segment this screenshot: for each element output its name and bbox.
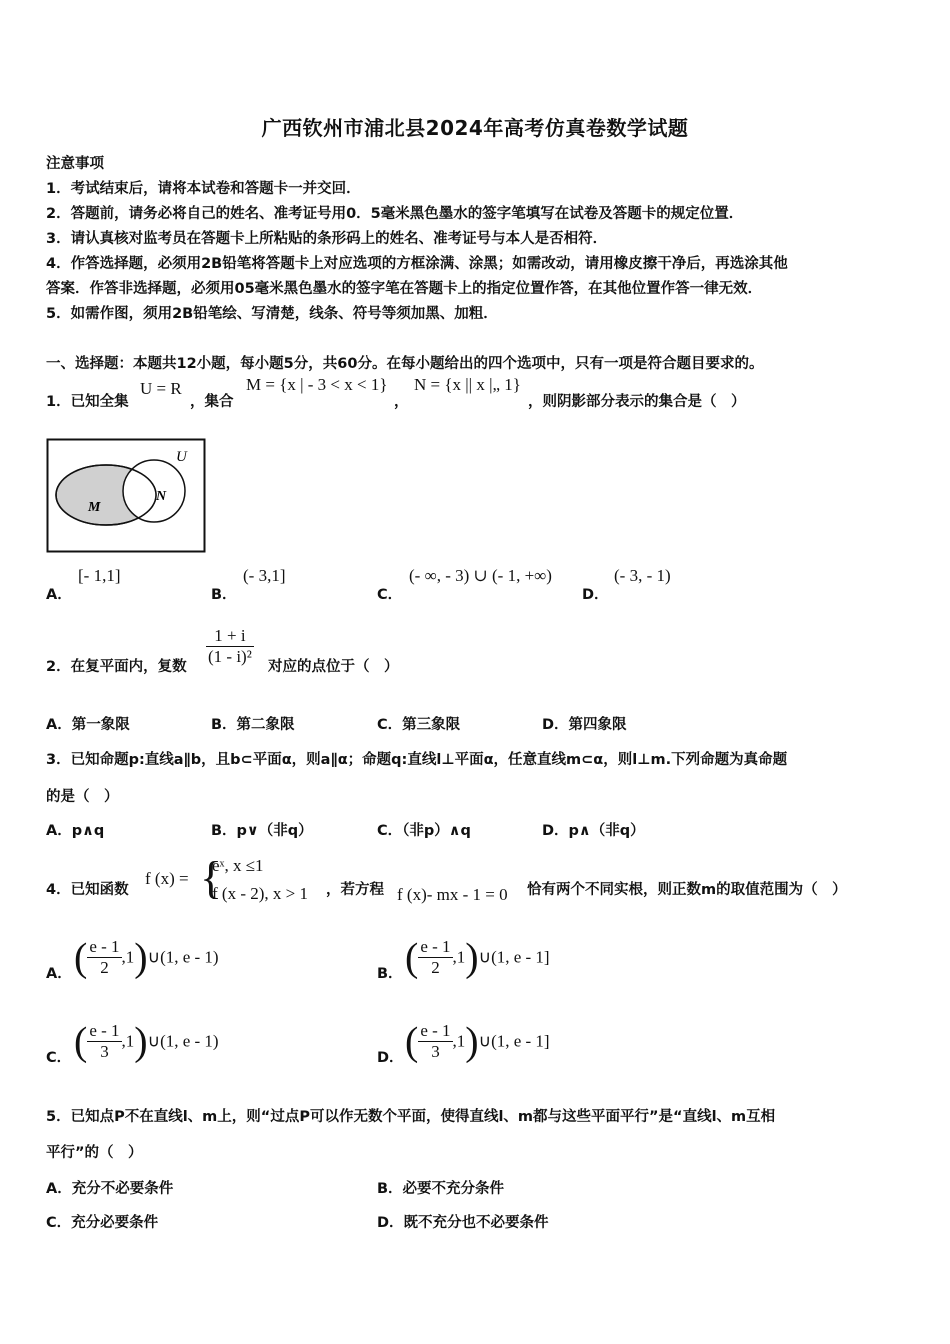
q4-option-a-math: ( $\frac{e - 1}{2}$ ,1)∪(1, e - 1) [74, 934, 219, 980]
q4-a-tail: ,1 [121, 947, 135, 967]
q2-option-a: A．第一象限 [46, 717, 130, 733]
q4-equation: f (x)- mx - 1 = 0 [397, 885, 508, 904]
notice-item: 2．答题前，请务必将自己的姓名、准考证号用0．5毫米黑色墨水的签字笔填写在试卷及答题卡的规定位置． [46, 206, 744, 222]
q4-c-rest: ∪(1, e - 1) [147, 1031, 219, 1051]
notice-item: 4．作答选择题，必须用2B铅笔将答题卡上对应选项的方框涂满、涂黑；如需改动，请用橡皮擦干净后，再选涂其他 [46, 256, 788, 272]
section-heading: 一、选择题：本题共12小题，每小题5分，共60分。在每小题给出的四个选项中，只有一项是符合题目要求的。 [46, 356, 764, 372]
q2-option-c: C．第三象限 [377, 717, 461, 733]
q4-b-denominator: 2 [431, 958, 440, 977]
q1-option-c-value: (- ∞, - 3) ∪ (- 1, +∞) [409, 566, 552, 585]
venn-label-u: U [176, 449, 187, 465]
q4-b-tail: ,1 [452, 947, 466, 967]
page-title: 广西钦州市浦北县2024年高考仿真卷数学试题 [261, 116, 689, 140]
q2-option-d: D．第四象限 [542, 717, 627, 733]
q4-d-tail: ,1 [452, 1031, 466, 1051]
q3-text-line-2: 的是（ ） [46, 789, 119, 805]
q4-option-b-math: ( $\frac{e - 1}{2}$ ,1)∪(1, e - 1] [405, 934, 550, 980]
q5-option-b: B．必要不充分条件 [377, 1181, 505, 1197]
notice-item: 答案．作答非选择题，必须用05毫米黑色墨水的签字笔在答题卡上的指定位置作答，在其他位置作答一律无效． [46, 281, 763, 297]
q1-option-a-label: A． [46, 587, 72, 603]
q4-brace: { [200, 852, 223, 903]
q1-set-m: M = {x | - 3 < x < 1} [246, 375, 388, 394]
q4-c-denominator: 3 [100, 1042, 109, 1061]
q4-option-d-label: D． [377, 1050, 404, 1066]
q4-c-tail: ,1 [121, 1031, 135, 1051]
q4-b-numerator: e - 1 [420, 937, 451, 956]
q4-b-rest: ∪(1, e - 1] [478, 947, 550, 967]
notice-item: 1．考试结束后，请将本试卷和答题卡一并交回． [46, 181, 361, 197]
venn-label-n: N [156, 489, 167, 504]
q1-option-d-label: D． [582, 587, 609, 603]
q1-comma: ， [394, 394, 409, 410]
q1-option-b-value: (- 3,1] [243, 566, 286, 585]
q4-c-numerator: e - 1 [89, 1021, 120, 1040]
notice-item: 5．如需作图，须用2B铅笔绘、写清楚，线条、符号等须加黑、加粗． [46, 306, 498, 322]
q3-option-d: D．p∧（非q） [542, 823, 645, 839]
q2-denominator: (1 - i)² [208, 647, 252, 666]
q4-case-2: f (x - 2), x > 1 [212, 884, 308, 903]
q4-text-3: 恰有两个不同实根，则正数m的取值范围为（ ） [527, 882, 847, 898]
q4-option-a-label: A． [46, 966, 72, 982]
q4-a-numerator: e - 1 [89, 937, 120, 956]
notice-item: 3．请认真核对监考员在答题卡上所粘贴的条形码上的姓名、准考证号与本人是否相符． [46, 231, 608, 247]
q4-option-c-math: ( $\frac{e - 1}{3}$ ,1)∪(1, e - 1) [74, 1018, 219, 1064]
venn-label-m: M [88, 500, 101, 515]
q5-option-d: D．既不充分也不必要条件 [377, 1215, 549, 1231]
q1-universal-set: U = R [140, 379, 182, 398]
q3-option-a: A．p∧q [46, 823, 105, 839]
q4-text-2: ，若方程 [326, 882, 384, 898]
q1-text-2: ，集合 [190, 394, 234, 410]
q1-text-1: 1．已知全集 [46, 394, 129, 410]
q4-option-b-label: B． [377, 966, 403, 982]
q1-set-n: N = {x || x |„ 1} [414, 375, 521, 394]
q5-option-a: A．充分不必要条件 [46, 1181, 174, 1197]
q5-option-c: C．充分必要条件 [46, 1215, 159, 1231]
q2-text-2: 对应的点位于（ ） [268, 659, 399, 675]
q2-option-b: B．第二象限 [211, 717, 295, 733]
q5-text-line-1: 5．已知点P不在直线l、m上，则“过点P可以作无数个平面，使得直线l、m都与这些平面平行”是“直线l、m互相 [46, 1109, 776, 1125]
q1-option-d-value: (- 3, - 1) [614, 566, 671, 585]
q4-a-denominator: 2 [100, 958, 109, 977]
q2-numerator: 1 + i [206, 626, 254, 647]
q4-text-1: 4．已知函数 [46, 882, 129, 898]
q1-option-c-label: C． [377, 587, 403, 603]
q4-option-d-math: ( $\frac{e - 1}{3}$ ,1)∪(1, e - 1] [405, 1018, 550, 1064]
q2-text-1: 2．在复平面内，复数 [46, 659, 187, 675]
q4-a-rest: ∪(1, e - 1) [147, 947, 219, 967]
q1-option-a-value: [- 1,1] [78, 566, 121, 585]
q1-option-b-label: B． [211, 587, 237, 603]
q5-text-line-2: 平行”的（ ） [46, 1145, 143, 1161]
q4-d-rest: ∪(1, e - 1] [478, 1031, 550, 1051]
q4-option-c-label: C． [46, 1050, 72, 1066]
q2-fraction [206, 626, 254, 667]
q1-text-3: ，则阴影部分表示的集合是（ ） [528, 394, 746, 410]
venn-diagram [46, 438, 206, 554]
q4-d-denominator: 3 [431, 1042, 440, 1061]
notice-heading: 注意事项 [46, 156, 104, 172]
q3-text-line-1: 3．已知命题p:直线a∥b，且b⊂平面α，则a∥α；命题q:直线l⊥平面α，任意直线m⊂α，则l⊥m.下列命题为真命题 [46, 752, 788, 768]
q4-case-1: eˣ, x ≤1 [212, 856, 264, 875]
q3-option-c: C．（非p）∧q [377, 823, 471, 839]
q4-d-numerator: e - 1 [420, 1021, 451, 1040]
q3-option-b: B．p∨（非q） [211, 823, 313, 839]
q4-function-name: f (x) = [145, 869, 189, 888]
